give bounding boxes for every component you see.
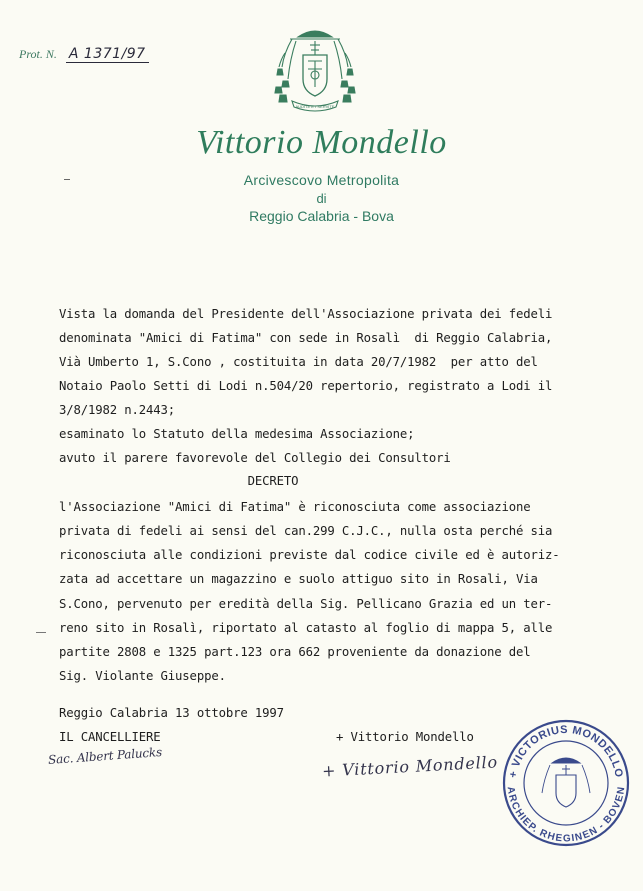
body-line: esaminato lo Statuto della medesima Associazione; [59,427,415,441]
body-line: Sig. Violante Giuseppe. [59,669,226,683]
place-date: Reggio Calabria 13 ottobre 1997 [59,706,284,720]
title-connector: di [316,191,327,206]
archbishop-name: Vittorio Mondello [196,124,447,161]
diocese-name: Reggio Calabria - Bova [249,208,394,224]
body-line: denominata "Amici di Fatima" con sede in Rosalì di Reggio Calabria, [59,331,553,345]
protocol-number: A 1371/97 [66,46,149,63]
protocol-line [19,46,149,62]
body-line: privata di fedeli ai sensi del can.299 C.J.C., nulla osta perché sia [59,524,553,538]
body-line: zata ad accettare un magazzino e suolo attiguo sito in Rosali, Via [59,572,538,586]
archiepiscopal-coat-of-arms-icon [270,23,360,115]
title-line: Arcivescovo Metropolita [243,172,400,188]
body-line: l'Associazione "Amici di Fatima" è riconosciuta come associazione [59,500,531,514]
coat-motto: AUDITE ET SERVITE [295,104,335,109]
archbishop-seal-icon [500,717,632,849]
body-line: Vista la domanda del Presidente dell'Associazione privata dei fedeli [59,307,553,321]
seal-text-bottom: ARCHIEP. RHEGINEN - BOVEN [504,785,628,845]
body-line: S.Cono, pervenuto per eredità della Sig. Pellicano Grazia ed un ter- [59,597,553,611]
body-line: avuto il parere favorevole del Collegio dei Consultori [59,451,451,465]
chancellor-label: IL CANCELLIERE [59,730,161,744]
body-line: riconosciuta alle condizioni previste dal codice civile ed è autoriz- [59,548,560,562]
margin-mark [36,632,46,633]
body-line: Notaio Paolo Setti di Lodi n.504/20 repertorio, registrato a Lodi il [59,379,553,393]
chancellor-signature: Sac. Albert Palucks [47,745,163,767]
body-line: reno sito in Rosalì, riportato al catasto al foglio di mappa 5, alle [59,621,553,635]
body-line: Vià Umberto 1, S.Cono , costituita in data 20/7/1982 per atto del [59,355,538,369]
seal-text-top: + VICTORIUS MONDELLO [507,723,625,779]
protocol-label: Prot. N. [19,47,57,61]
body-line: 3/8/1982 n.2443; [59,403,176,417]
svg-text:ARCHIEP. RHEGINEN - BOVEN [505,786,628,845]
archbishop-signature: + Vittorio Mondello [321,752,499,781]
signatory-name: + Vittorio Mondello [336,730,474,744]
decree-heading: DECRETO [59,474,299,488]
body-line: partite 2808 e 1325 part.123 ora 662 proveniente da donazione del [59,645,531,659]
